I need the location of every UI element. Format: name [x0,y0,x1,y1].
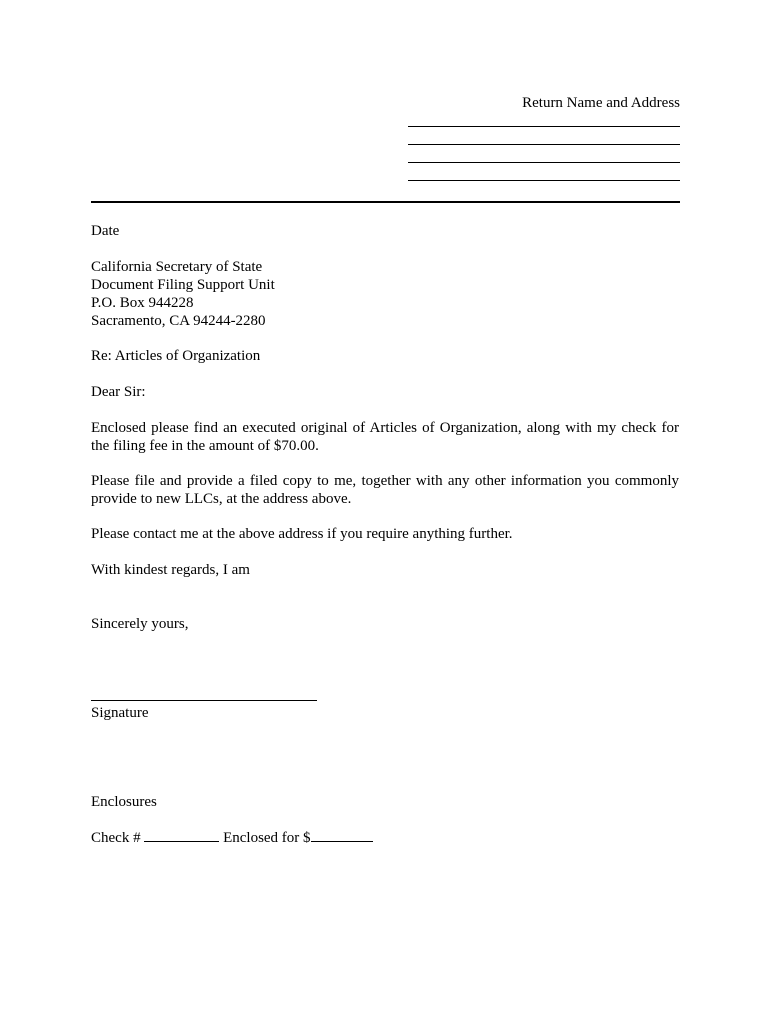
return-address-line-2[interactable] [408,144,680,145]
regards-line: With kindest regards, I am [91,562,250,578]
amount-blank[interactable] [311,840,373,842]
signature-label: Signature [91,705,149,721]
body-paragraph-2: Please file and provide a filed copy to me, together with any other information you commonly provide to new LLCs, at the address above. [91,473,679,507]
check-number-label: Check # [91,830,141,846]
recipient-line-4: Sacramento, CA 94244-2280 [91,313,266,329]
check-enclosure-line [91,829,373,847]
recipient-line-3: P.O. Box 944228 [91,295,194,311]
recipient-line-2: Document Filing Support Unit [91,277,275,293]
check-number-blank[interactable] [144,840,219,842]
return-name-address-heading: Return Name and Address [522,95,680,111]
re-line: Re: Articles of Organization [91,348,261,364]
date-label: Date [91,223,120,239]
return-address-line-1[interactable] [408,126,680,127]
body-paragraph-3: Please contact me at the above address if you require anything further. [91,526,513,542]
enclosed-for-label: Enclosed for $ [223,830,311,846]
salutation: Dear Sir: [91,384,146,400]
header-divider [91,201,680,203]
enclosures-label: Enclosures [91,794,157,810]
closing-line: Sincerely yours, [91,616,189,632]
body-paragraph-1: Enclosed please find an executed original of Articles of Organization, along with my check for the filing fee in the amount of $70.00. [91,420,679,454]
return-address-line-3[interactable] [408,162,680,163]
recipient-line-1: California Secretary of State [91,259,263,275]
signature-line[interactable] [91,700,317,701]
return-address-line-4[interactable] [408,180,680,181]
